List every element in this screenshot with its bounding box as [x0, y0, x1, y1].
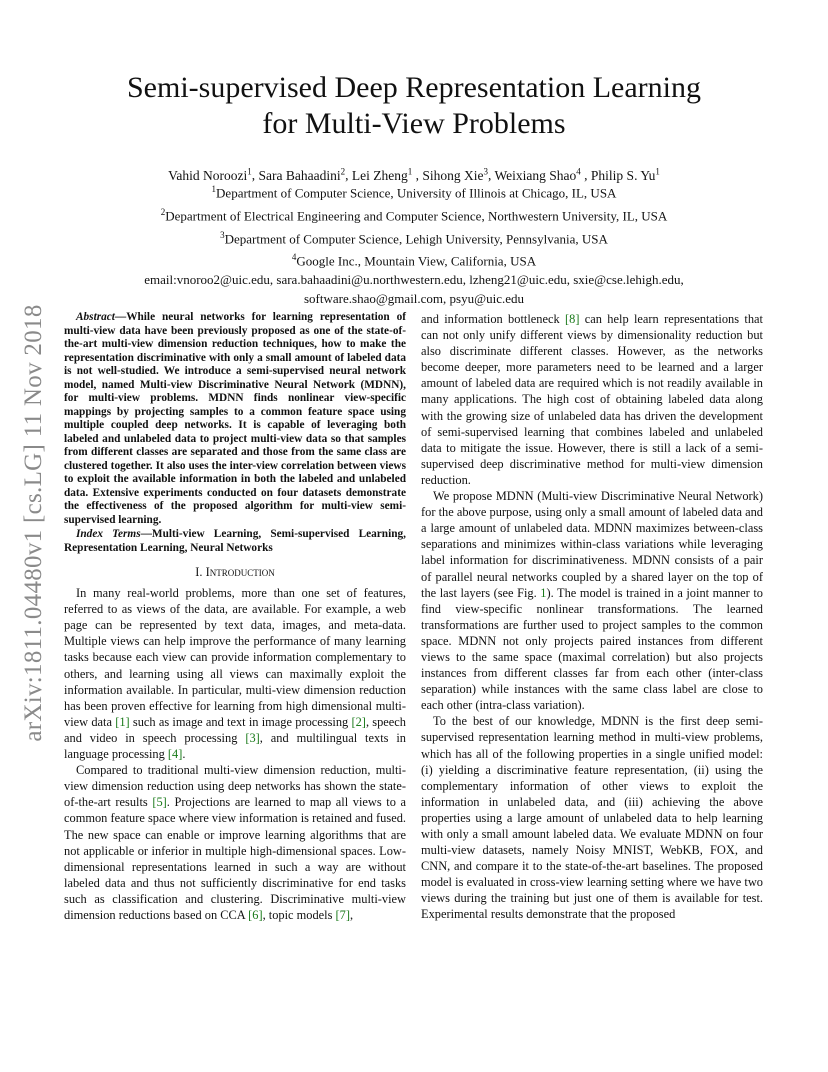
- right-body-text: [421, 311, 763, 923]
- paper-title: [0, 70, 828, 142]
- author: Vahid Noroozi$^1$: [168, 166, 252, 183]
- author: Philip S. Yu$^1$: [590, 166, 660, 183]
- citation-link[interactable]: [4]: [167, 747, 183, 762]
- author-list: Vahid Noroozi$^1$, Sara Bahaadini$^2$, Lei Zheng$^1$ , Sihong Xie$^3$, Weixiang Shao$^4$ , Philip S. Yu$^1$: [168, 166, 660, 183]
- left-body-text: [64, 585, 406, 923]
- author: Sihong Xie$^3$: [422, 166, 488, 183]
- arxiv-identifier: arXiv:1811.04480v1 [cs.LG] 11 Nov 2018: [20, 304, 47, 742]
- affiliation: $^3$Department of Computer Science, Lehigh University, Pennsylvania, USA: [220, 229, 608, 246]
- right-column: [421, 311, 763, 923]
- left-column: [64, 311, 406, 923]
- abstract-label: Abstract: [76, 311, 115, 323]
- index-terms: [64, 528, 406, 555]
- index-terms-text: —Multi-view Learning, Semi-supervised Learning, Representation Learning, Neural Networks: [64, 528, 406, 554]
- citation-link[interactable]: [7]: [335, 907, 350, 922]
- email-line: email:vnoroo2@uic.edu, sara.bahaadini@u.northwestern.edu, lzheng21@uic.edu, sxie@cse.lehigh.edu,: [144, 272, 684, 288]
- author: Sara Bahaadini$^2$: [258, 166, 346, 183]
- body-paragraph: We propose MDNN (Multi-view Discriminative Neural Network) for the above purpose, using only a small amount of labeled data and a large amount of unlabeled data. MDNN maximizes between-class separations and minimizes within-class variations while leveraging label information for discriminativeness. MDNN consists of a pair of parallel neural networks coupled by a shared layer on the top of the last layers (see Fig. 1). The model is trained in a joint manner to find view-specific nonlinear transformations. The learned transformations are further used to project samples to the common space. MDNN not only projects paired instances from different views to the same space (maximal correlation) but also projects instances from different classes far from each other (inter-class separation) while instances with the same class label are close to each other (intra-class variation).: [421, 489, 763, 713]
- affiliation: $^4$Google Inc., Mountain View, California, USA: [291, 252, 537, 269]
- affiliations: [0, 180, 828, 308]
- index-terms-label: Index Terms: [76, 528, 141, 540]
- body-paragraph: and information bottleneck [8] can help learn representations that can not only unify different views by dimensionality reduction but also discriminate different classes. However, as the networks become deeper, more parameters need to be learned and a larger amount of labeled data are required which is not readily available in many applications. The high cost of obtaining labeled data along with the growing size of unlabeled data has driven the development of semi-supervised learning that combines labeled and unlabeled data to mitigate the issue. However, there is still a lack of a semi-supervised deep discriminative method for multi-view dimension reduction.: [421, 312, 763, 487]
- abstract-text: —While neural networks for learning representation of multi-view data have been previously proposed as one of the state-of-the-art multi-view dimension reduction techniques, how to make the representation discriminative with only a small amount of labeled data is not well-studied. We introduce a semi-supervised neural network model, named Multi-view Discriminative Neural Network (MDNN), for multi-view problems. MDNN finds nonlinear view-specific mappings by projecting samples to a common feature space using multiple coupled deep networks. It is capable of leveraging both labeled and unlabeled data to project multi-view data so that samples from different classes are separated and those from the same class are clustered together. It also uses the inter-view correlation between views to exploit the available information in both the labeled and unlabeled data. Extensive experiments conducted on four datasets demonstrate the effectiveness of the proposed algorithm for multi-view semi-supervised learning.: [64, 311, 406, 526]
- body-paragraph: In many real-world problems, more than one set of features, referred to as views of the data, are available. For example, a web page can be represented by text data, images, and meta-data. Multiple views can help improve the performance of many learning tasks because each view can provide information complementary to others, and learning using all views can maximally exploit the information available. In particular, multi-view dimension reduction has been proven effective for learning from high dimensional multi-view data [1] such as image and text in image processing [2], speech and video in speech processing [3], and multilingual texts in language processing [4].: [64, 586, 407, 762]
- author: Weixiang Shao$^4$: [494, 166, 581, 183]
- author: Lei Zheng$^1$: [351, 166, 413, 183]
- citation-link[interactable]: [3]: [245, 730, 260, 745]
- title-line-2: for Multi-View Problems: [262, 107, 566, 140]
- citation-link[interactable]: [2]: [351, 714, 366, 729]
- citation-link[interactable]: [6]: [248, 907, 263, 922]
- body-paragraph: To the best of our knowledge, MDNN is the first deep semi-supervised representation learning method in multi-view problems, which has all of the following properties in a single unified model: (i) yielding a discriminative feature representation, (ii) using the complementary information of other views to exploit the information in unlabeled data, and (iii) achieving the above properties using a large amount of unlabeled data to help learning with only a small amount labeled data. We evaluate MDNN on four multi-view datasets, namely Noisy MNIST, WebKB, FOX, and CNN, and compare it to the state-of-the-art baselines. The proposed model is evaluated in cross-view learning setting where we have two views during the training but just one of them is available for test. Experimental results demonstrate that the proposed: [421, 714, 763, 922]
- title-line-1: Semi-supervised Deep Representation Learning: [127, 71, 701, 104]
- section-heading: I. Introduction: [195, 565, 275, 579]
- citation-link[interactable]: [5]: [152, 795, 167, 810]
- email-line: software.shao@gmail.com, psyu@uic.edu: [304, 290, 524, 306]
- abstract: [64, 311, 406, 527]
- body-paragraph: Compared to traditional multi-view dimension reduction, multi-view dimension reduction using deep networks has shown the state-of-the-art results [5]. Projections are learned to map all views to a common feature space where view information is retained and fused. The new space can enable or improve learning algorithms that are not applicable or inferior in multiple high-dimensional spaces. Low-dimensional representations learned in such a way are without labeled data and thus not sufficiently discriminative for end tasks such as classification and clustering. Discriminative multi-view dimension reductions based on CCA [6], topic models [7],: [64, 763, 406, 922]
- citation-link[interactable]: [1]: [115, 714, 130, 729]
- affiliation: $^1$Department of Computer Science, University of Illinois at Chicago, IL, USA: [211, 184, 617, 201]
- citation-link[interactable]: [8]: [565, 312, 580, 326]
- citation-link[interactable]: 1: [540, 585, 547, 600]
- affiliation: $^2$Department of Electrical Engineering and Computer Science, Northwestern University, IL, USA: [160, 206, 668, 224]
- arxiv-stamp: [14, 283, 54, 763]
